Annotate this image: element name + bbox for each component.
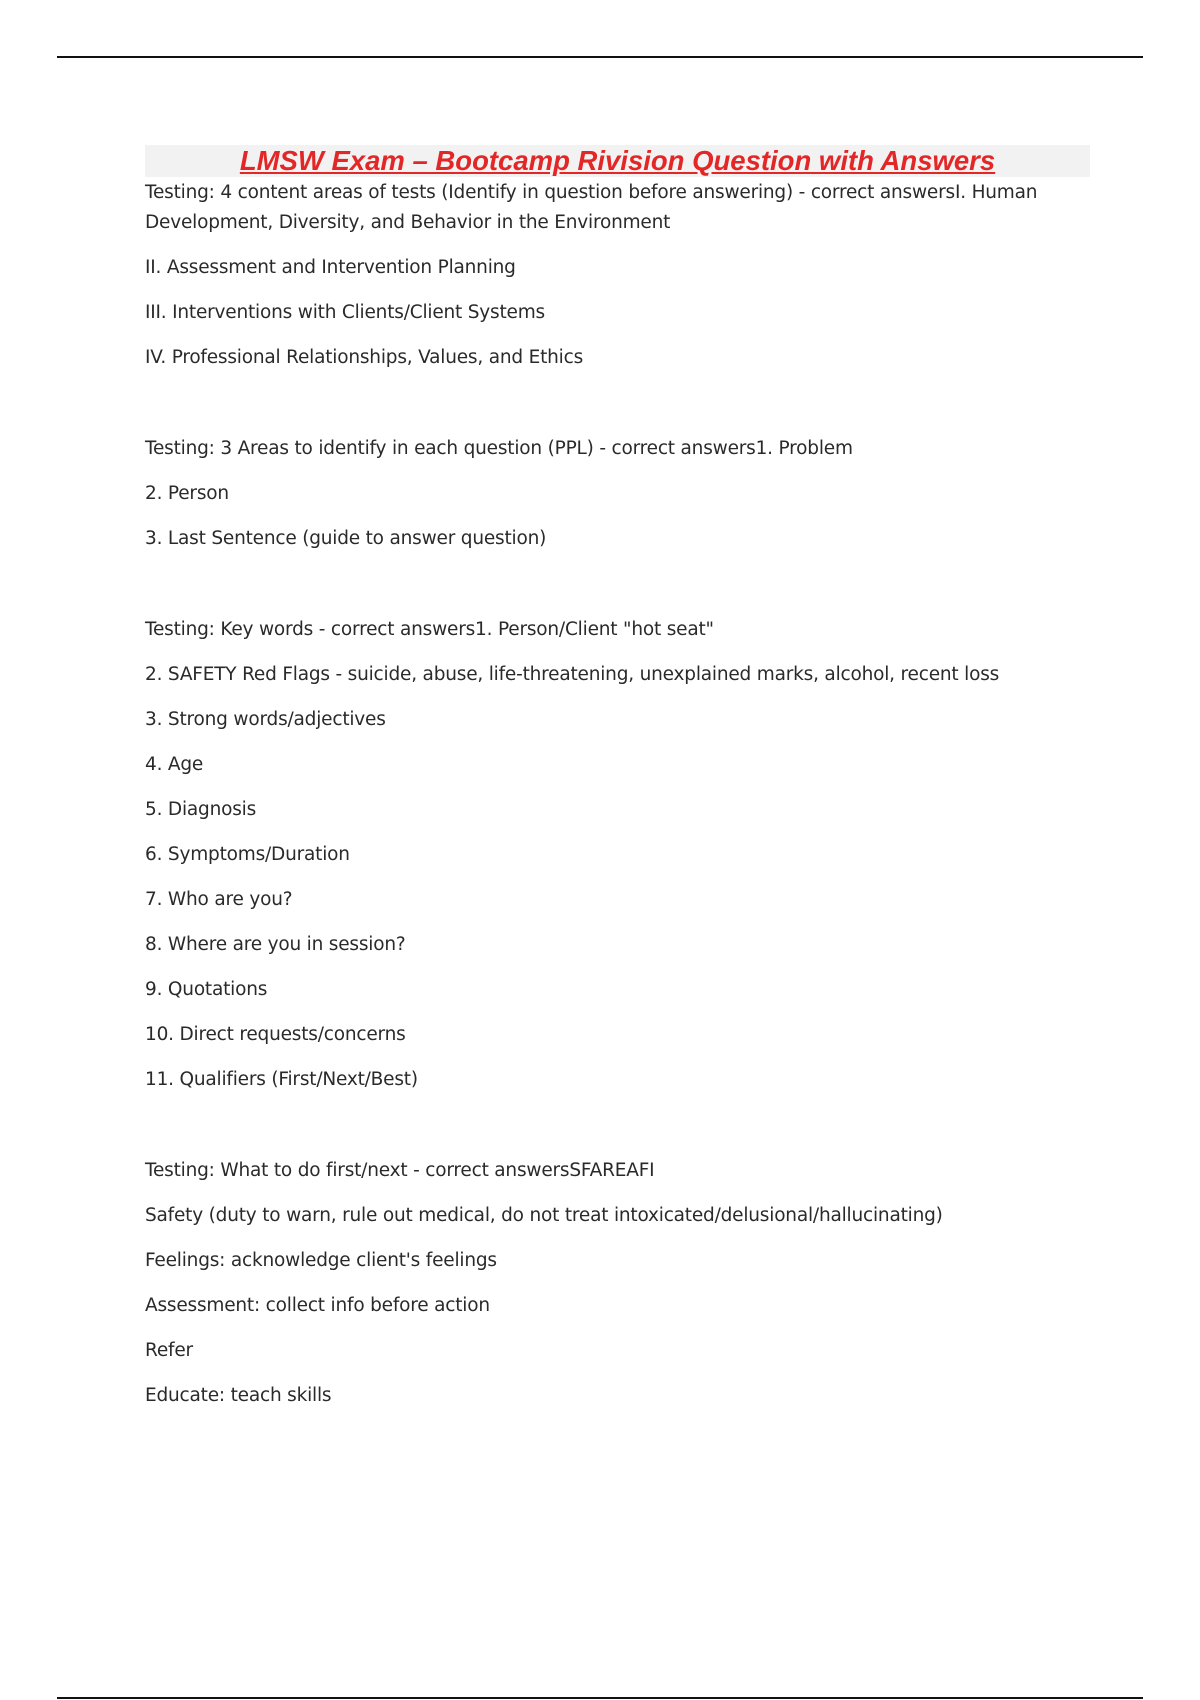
section4-item: Assessment: collect info before action: [145, 1295, 490, 1316]
footer-rule: [57, 1697, 1143, 1699]
section3-item: 4. Age: [145, 754, 204, 775]
title-bar: [145, 145, 1090, 177]
section3-item: 3. Strong words/adjectives: [145, 709, 386, 730]
document-body: [145, 145, 1090, 1426]
section4-item: Refer: [145, 1340, 193, 1361]
section4-intro: Testing: What to do first/next - correct answersSFAREAFI: [145, 1160, 655, 1181]
section3-item: 9. Quotations: [145, 979, 268, 1000]
section3-intro: Testing: Key words - correct answers1. Person/Client "hot seat": [145, 619, 714, 640]
section4-item: Safety (duty to warn, rule out medical, do not treat intoxicated/delusional/hallucinating): [145, 1205, 943, 1226]
header-rule: [57, 56, 1143, 58]
section4-item: Educate: teach skills: [145, 1385, 332, 1406]
section1-intro: Testing: 4 content areas of tests (Identify in question before answering) - correct answersI. Human Development, Diversity, and Behavior in the Environment: [145, 182, 1038, 233]
section2-item: 3. Last Sentence (guide to answer question): [145, 528, 547, 549]
section3-item: 8. Where are you in session?: [145, 934, 406, 955]
document-title: LMSW Exam – Bootcamp Rivision Question with Answers: [239, 145, 996, 176]
section2-item: 2. Person: [145, 483, 229, 504]
section3-item: 6. Symptoms/Duration: [145, 844, 350, 865]
section3-item: 2. SAFETY Red Flags - suicide, abuse, life-threatening, unexplained marks, alcohol, recent loss: [145, 664, 1000, 685]
section3-item: 11. Qualifiers (First/Next/Best): [145, 1069, 418, 1090]
section1-item: III. Interventions with Clients/Client Systems: [145, 302, 545, 323]
section4-item: Feelings: acknowledge client's feelings: [145, 1250, 497, 1271]
section1-item: IV. Professional Relationships, Values, and Ethics: [145, 347, 584, 368]
section2-intro: Testing: 3 Areas to identify in each question (PPL) - correct answers1. Problem: [145, 438, 853, 459]
section1-item: II. Assessment and Intervention Planning: [145, 257, 516, 278]
section3-item: 7. Who are you?: [145, 889, 293, 910]
section3-item: 10. Direct requests/concerns: [145, 1024, 406, 1045]
section3-item: 5. Diagnosis: [145, 799, 257, 820]
